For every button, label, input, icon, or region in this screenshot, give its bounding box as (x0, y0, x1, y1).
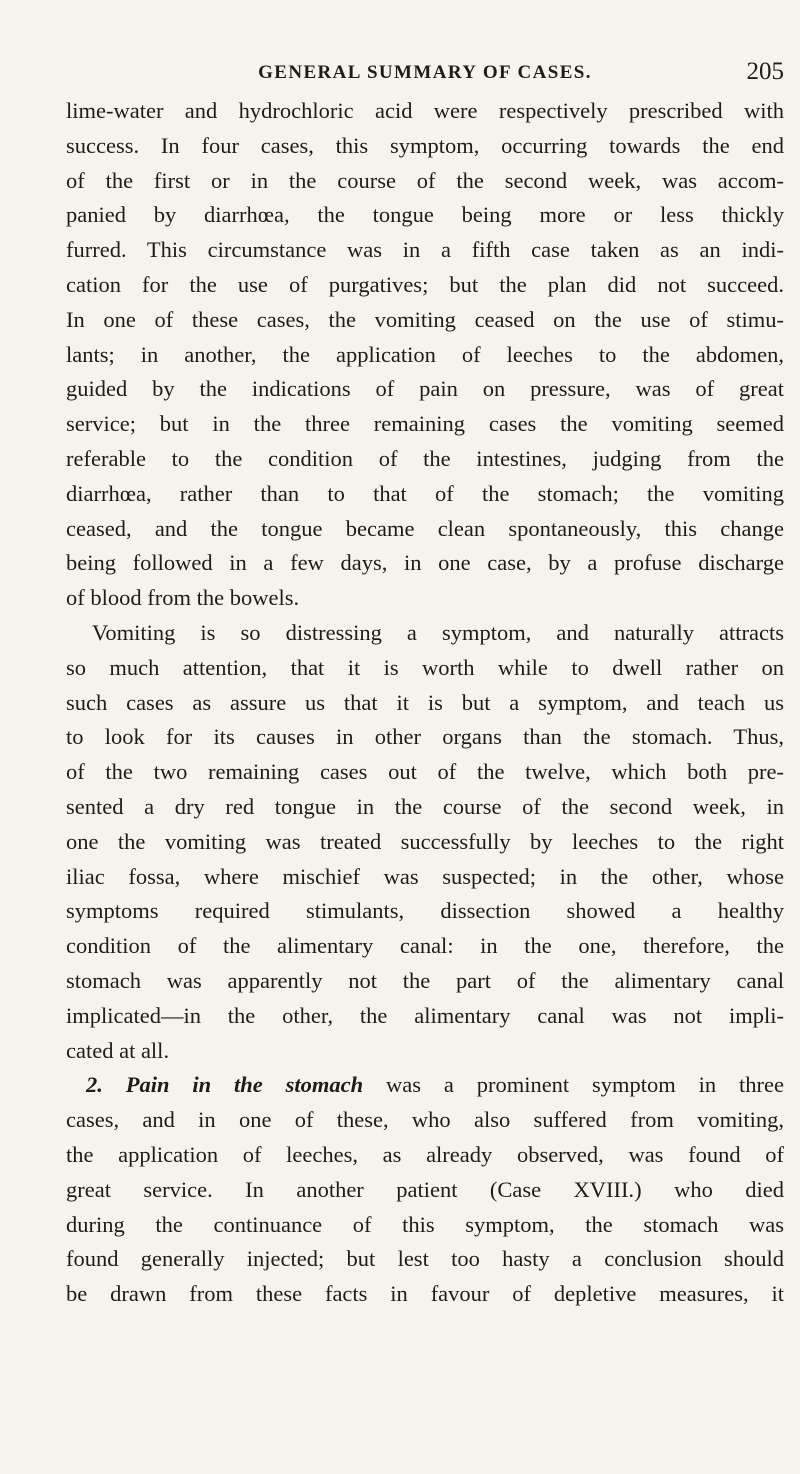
text-line: In one of these cases, the vomiting ceased on the use of stimu- (66, 306, 784, 332)
section-heading-line (66, 1068, 784, 1103)
text-line: of blood from the bowels. (66, 585, 300, 611)
text-line: the application of leeches, as already observed, was found of (66, 1141, 784, 1167)
text-line: cation for the use of purgatives; but the plan did not succeed. (66, 271, 784, 297)
text-line: implicated—in the other, the alimentary canal was not impli- (66, 1002, 784, 1028)
text-line: success. In four cases, this symptom, occurring towards the end (66, 132, 784, 158)
text-line: found generally injected; but lest too hasty a conclusion should (66, 1246, 784, 1272)
text-line: being followed in a few days, in one case, by a profuse discharge (66, 550, 784, 576)
text-line: so much attention, that it is worth while to dwell rather on (66, 654, 784, 680)
paragraph-start-line: Vomiting is so distressing a symptom, and naturally attracts (92, 619, 784, 645)
running-head (66, 58, 784, 88)
text-line: furred. This circumstance was in a fifth case taken as an indi- (66, 237, 784, 263)
section-heading: Pain in the stomach (125, 1072, 364, 1098)
text-line: great service. In another patient (Case XVIII.) who died (66, 1176, 784, 1202)
body-text (66, 94, 784, 1312)
text-line: stomach was apparently not the part of the alimentary canal (66, 967, 784, 993)
text-line: lime-water and hydrochloric acid were respectively prescribed with (66, 98, 784, 123)
text-line: diarrhœa, rather than to that of the stomach; the vomiting (66, 480, 784, 506)
text-line: of the first or in the course of the second week, was accom- (66, 167, 784, 193)
text-line: ceased, and the tongue became clean spontaneously, this change (66, 515, 784, 541)
text-line: guided by the indications of pain on pressure, was of great (66, 376, 784, 402)
text-line: to look for its causes in other organs than the stomach. Thus, (66, 724, 784, 750)
text-line: be drawn from these facts in favour of depletive measures, it (66, 1281, 784, 1307)
text-line: referable to the condition of the intestines, judging from the (66, 445, 784, 471)
text-line: cated at all. (66, 1037, 170, 1063)
text-line: cases, and in one of these, who also suffered from vomiting, (66, 1107, 784, 1133)
text-line: iliac fossa, where mischief was suspected; in the other, whose (66, 863, 784, 889)
text-line: condition of the alimentary canal: in the one, therefore, the (66, 933, 784, 959)
text-line: service; but in the three remaining cases the vomiting seemed (66, 411, 784, 437)
section-number: 2. (86, 1072, 103, 1098)
text-line: such cases as assure us that it is but a symptom, and teach us (66, 689, 784, 715)
text-line: one the vomiting was treated successfully by leeches to the right (66, 828, 784, 854)
section-heading-continuation: was a prominent symptom in three (386, 1072, 785, 1098)
text-line: symptoms required stimulants, dissection showed a healthy (66, 898, 784, 924)
text-line: during the continuance of this symptom, the stomach was (66, 1211, 784, 1237)
page-number: 205 (746, 58, 784, 85)
text-line: panied by diarrhœa, the tongue being more or less thickly (66, 202, 784, 228)
running-head-title: GENERAL SUMMARY OF CASES. (258, 62, 592, 83)
text-line: sented a dry red tongue in the course of the second week, in (66, 793, 784, 819)
text-line: lants; in another, the application of leeches to the abdomen, (66, 341, 784, 367)
text-line: of the two remaining cases out of the twelve, which both pre- (66, 759, 784, 785)
